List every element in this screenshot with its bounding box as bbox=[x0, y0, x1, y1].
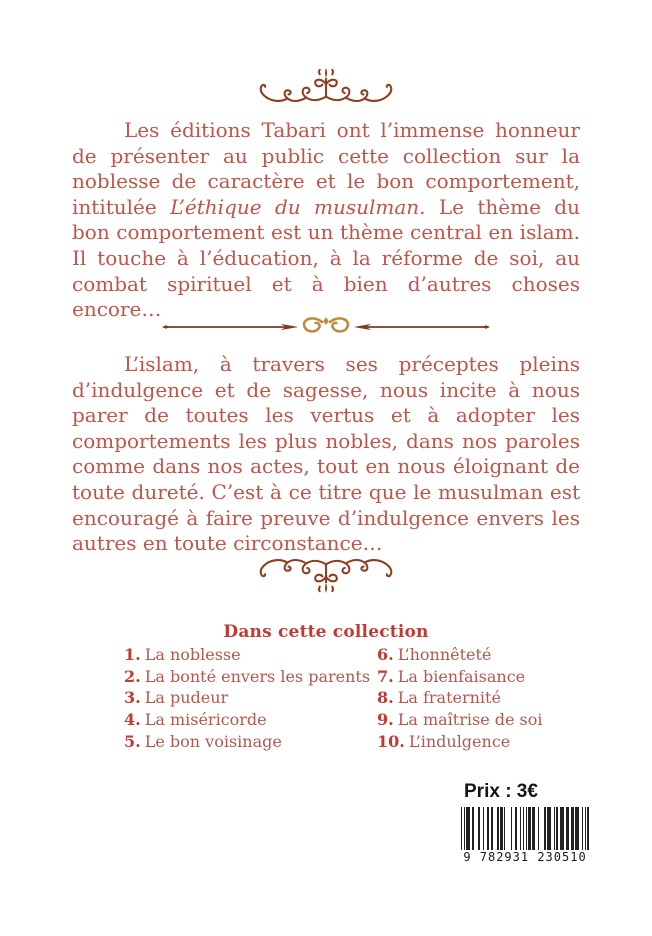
item-label: La bonté envers les parents bbox=[144, 666, 371, 686]
item-number: 3. bbox=[124, 688, 141, 708]
item-number: 4. bbox=[124, 710, 141, 730]
item-label: L’honnêteté bbox=[397, 645, 492, 664]
body-paragraph: L’islam, à travers ses préceptes pleins d’indulgence et de sagesse, nous incite à nous parer de toutes les vertus et à adopter les comportements les plus nobles, dans nos paroles comme dans nos actes, tout en nous éloignant de toute dureté. C’est à ce titre que le musulman est encouragé à faire preuve d’indulgence envers les autres en toute circonstance… bbox=[72, 352, 580, 556]
list-item bbox=[377, 709, 577, 731]
item-label: La bienfaisance bbox=[397, 666, 526, 686]
item-label: La miséricorde bbox=[144, 710, 267, 730]
item-label: La pudeur bbox=[144, 688, 229, 708]
item-label: La noblesse bbox=[144, 645, 241, 664]
item-number: 5. bbox=[124, 731, 141, 751]
intro-text-before: Les éditions Tabari ont l’immense honneur de présenter au public cette collection sur la noblesse de caractère et le bon comportement, intitulée bbox=[72, 118, 580, 219]
series-title-italic: L’éthique du musulman. bbox=[170, 194, 426, 219]
barcode-bars-icon bbox=[461, 807, 589, 853]
item-number: 8. bbox=[377, 688, 394, 708]
collection-heading: Dans cette collection bbox=[223, 622, 429, 642]
collection-list-right bbox=[377, 644, 577, 753]
item-label: La maîtrise de soi bbox=[397, 710, 543, 730]
collection-list-left bbox=[124, 644, 374, 753]
item-label: L’indulgence bbox=[408, 731, 511, 751]
barcode-digits: 9 782931 230510 bbox=[461, 850, 589, 864]
item-number: 9. bbox=[377, 710, 394, 730]
list-item bbox=[124, 709, 374, 731]
item-number: 10. bbox=[377, 731, 405, 751]
list-item bbox=[377, 644, 577, 666]
price-label: Prix : 3€ bbox=[464, 781, 538, 802]
item-number: 2. bbox=[124, 666, 141, 686]
flourish-ornament-top-icon bbox=[250, 66, 402, 113]
item-label: Le bon voisinage bbox=[144, 731, 282, 751]
intro-paragraph bbox=[72, 118, 580, 323]
list-item bbox=[124, 731, 374, 753]
list-item bbox=[124, 666, 374, 688]
intro-text-after: Le thème du bon comportement est un thème central en islam. Il touche à l’éducation, à la réforme de soi, au combat spirituel et à bien d’autres choses encore… bbox=[72, 194, 580, 322]
flourish-ornament-bottom-icon bbox=[250, 548, 402, 595]
item-number: 7. bbox=[377, 666, 394, 686]
list-item bbox=[124, 644, 374, 666]
list-item bbox=[124, 687, 374, 709]
item-number: 6. bbox=[377, 645, 394, 664]
section-divider-icon bbox=[158, 310, 494, 344]
item-label: La fraternité bbox=[397, 688, 501, 708]
barcode bbox=[461, 807, 589, 864]
list-item bbox=[377, 731, 577, 753]
list-item bbox=[377, 687, 577, 709]
item-number: 1. bbox=[124, 645, 141, 664]
list-item bbox=[377, 666, 577, 688]
